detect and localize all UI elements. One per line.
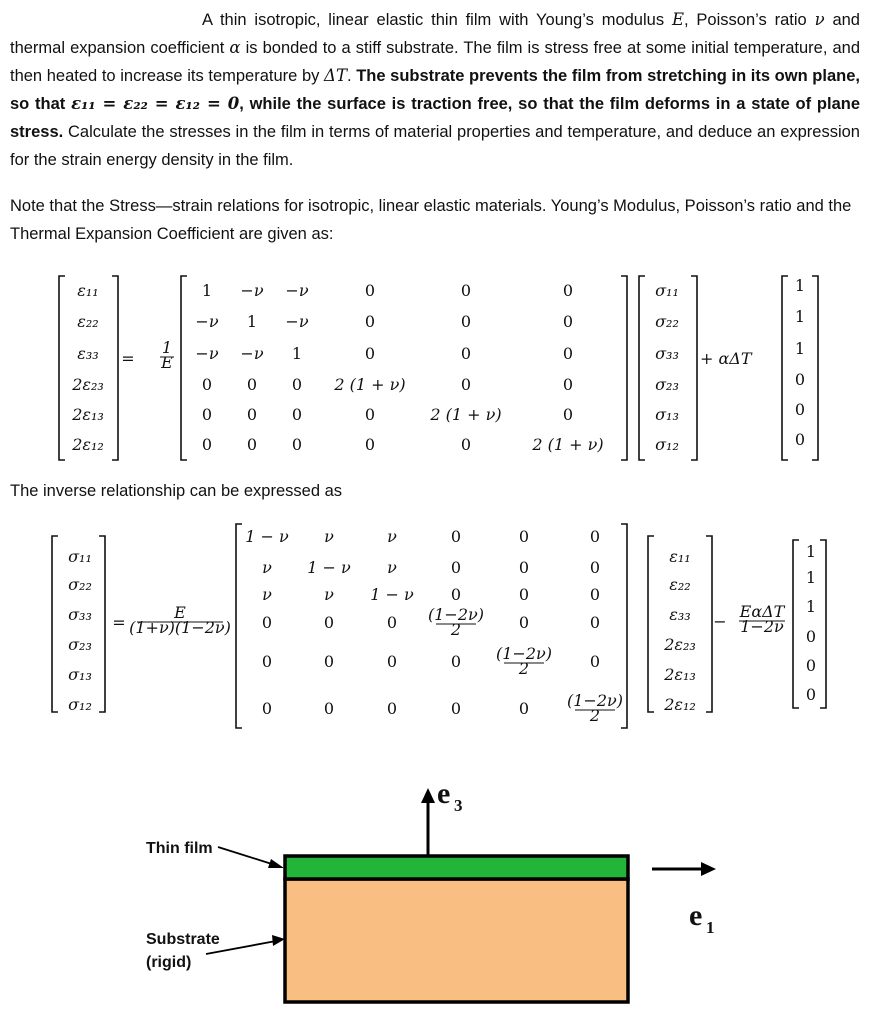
compliance-matrix-entry: 0 xyxy=(364,344,376,363)
thin-film-label: Thin film xyxy=(146,840,213,857)
thermal-vector-entry: 1 xyxy=(794,276,806,295)
stress-vector-lhs-entry: σ₁₁ xyxy=(68,547,92,566)
inverse-text: The inverse relationship can be expressed as xyxy=(10,482,343,500)
strain-vector-rhs-entry: ε₃₃ xyxy=(669,605,691,624)
stiffness-matrix-fraction-numerator: (1−2ν) xyxy=(428,605,484,624)
compliance-matrix-entry: −ν xyxy=(195,312,219,331)
stiffness-matrix-entry: 0 xyxy=(261,699,273,718)
stress-vector-entry: σ₁₁ xyxy=(655,281,679,300)
thermal-vector-rhs-entry: 0 xyxy=(805,685,817,704)
compliance-matrix-entry: 0 xyxy=(201,435,213,454)
compliance-matrix-entry: 0 xyxy=(562,281,574,300)
stiffness-matrix-entry: ν xyxy=(387,527,397,546)
stress-vector-entry: σ₁₃ xyxy=(655,405,679,424)
stress-vector-lhs-entry: σ₃₃ xyxy=(68,605,92,624)
stiffness-matrix-entry: 1 − ν xyxy=(245,527,289,546)
compliance-matrix-entry: 0 xyxy=(460,344,472,363)
compliance-coefficient-denominator: E xyxy=(161,353,173,372)
minus-sign: − xyxy=(713,612,727,631)
stiffness-matrix-entry: 0 xyxy=(323,699,335,718)
equals-sign: = xyxy=(112,613,126,632)
e3-label-subscript: 3 xyxy=(454,796,463,815)
statement-bold: , while the surface is traction free, so that the film deforms in a state of plane stress. xyxy=(10,95,860,141)
statement-text: , Poisson’s ratio xyxy=(683,11,807,29)
compliance-matrix-entry: 0 xyxy=(246,375,258,394)
strain-vector-entry: 2ε₁₃ xyxy=(72,405,104,424)
stiffness-matrix-entry: 1 − ν xyxy=(370,585,414,604)
thermal-vector-entry: 1 xyxy=(794,339,806,358)
thin-film-rect xyxy=(285,856,628,879)
stiffness-matrix-entry: ν xyxy=(262,585,272,604)
compliance-matrix-entry: 0 xyxy=(201,375,213,394)
strain-vector-entry: ε₁₁ xyxy=(77,281,99,300)
thermal-term: + αΔT xyxy=(700,349,752,368)
thin-film-pointer xyxy=(218,847,275,865)
stiffness-matrix-entry: 0 xyxy=(450,585,462,604)
stress-vector-lhs-entry: σ₁₃ xyxy=(68,665,92,684)
strain-vector-right-bracket xyxy=(112,276,118,460)
strain-vector-rhs-entry: ε₂₂ xyxy=(669,575,691,594)
statement-text: and thermal expansion coefficient xyxy=(10,11,860,57)
thermal-coefficient-numerator: EαΔT xyxy=(739,602,785,621)
stiffness-matrix-left-bracket xyxy=(236,524,242,728)
stress-vector-entry: σ₃₃ xyxy=(655,344,679,363)
stress-vector-lhs-entry: σ₁₂ xyxy=(68,695,92,714)
stress-vector-entry: σ₂₂ xyxy=(655,312,679,331)
strain-vector-entry: 2ε₂₃ xyxy=(72,375,104,394)
stiffness-matrix-entry: 0 xyxy=(450,699,462,718)
stiffness-matrix-fraction-denominator: 2 xyxy=(450,620,462,639)
stiffness-matrix-entry: 0 xyxy=(518,558,530,577)
stress-vector-lhs-entry: σ₂₂ xyxy=(68,575,92,594)
compliance-matrix-entry: 0 xyxy=(562,375,574,394)
compliance-matrix-entry: 2 (1 + ν) xyxy=(334,375,406,394)
thermal-vector-entry: 1 xyxy=(794,307,806,326)
strain-vector-left-bracket xyxy=(59,276,65,460)
stiffness-matrix-entry: 0 xyxy=(323,613,335,632)
compliance-matrix-entry: 0 xyxy=(246,435,258,454)
stiffness-matrix-entry: ν xyxy=(324,527,334,546)
stiffness-matrix-entry: 0 xyxy=(589,558,601,577)
stiffness-matrix-entry: 0 xyxy=(518,527,530,546)
thermal-vector-entry: 0 xyxy=(794,400,806,419)
compliance-matrix-entry: 0 xyxy=(460,435,472,454)
compliance-matrix-right-bracket xyxy=(621,276,627,460)
thermal-vector-left-bracket xyxy=(782,276,788,460)
statement-text: . xyxy=(346,67,352,85)
strain-vector-entry: ε₃₃ xyxy=(77,344,99,363)
strain-vector-rhs-right-bracket xyxy=(706,536,712,712)
compliance-matrix-entry: 0 xyxy=(460,281,472,300)
symbol-youngs-modulus: E xyxy=(671,10,684,29)
strain-stress-equation xyxy=(59,276,818,460)
stiffness-matrix-fraction-denominator: 2 xyxy=(518,659,530,678)
thermal-vector-rhs-entry: 1 xyxy=(805,568,817,587)
symbol-delta-t: ΔT xyxy=(324,66,347,85)
equals-sign: = xyxy=(121,349,135,368)
stiffness-matrix-fraction-numerator: (1−2ν) xyxy=(496,644,552,663)
thin-film-pointer-arrowhead-icon xyxy=(268,859,284,868)
statement-text: A thin isotropic, linear elastic thin film with Young’s modulus xyxy=(202,11,665,29)
stiffness-matrix-entry: 0 xyxy=(589,585,601,604)
thermal-coefficient-denominator: 1−2ν xyxy=(740,617,784,636)
compliance-matrix-entry: −ν xyxy=(285,312,309,331)
stiffness-matrix-entry: 0 xyxy=(386,699,398,718)
compliance-matrix-entry: 0 xyxy=(460,375,472,394)
stiffness-coefficient-denominator: (1+ν)(1−2ν) xyxy=(129,618,231,637)
stiffness-matrix-fraction-denominator: 2 xyxy=(589,706,601,725)
stress-vector-right-bracket xyxy=(691,276,697,460)
stiffness-matrix-entry: 1 − ν xyxy=(307,558,351,577)
thermal-vector-rhs-entry: 0 xyxy=(805,627,817,646)
stiffness-matrix-fraction-numerator: (1−2ν) xyxy=(567,691,623,710)
compliance-matrix-entry: 0 xyxy=(364,312,376,331)
strain-vector-rhs-entry: 2ε₁₃ xyxy=(664,665,696,684)
thermal-vector-rhs-left-bracket xyxy=(793,540,799,708)
e3-label: e xyxy=(437,777,451,810)
substrate-sublabel: (rigid) xyxy=(146,954,192,971)
compliance-matrix-entry: 0 xyxy=(291,375,303,394)
compliance-matrix-entry: −ν xyxy=(285,281,309,300)
compliance-matrix-entry: 0 xyxy=(460,312,472,331)
strain-condition: ε₁₁ = ε₂₂ = ε₁₂ = 0 xyxy=(71,94,240,113)
thermal-vector-rhs-entry: 0 xyxy=(805,656,817,675)
stiffness-matrix-entry: 0 xyxy=(518,613,530,632)
stiffness-matrix-entry: ν xyxy=(387,558,397,577)
stiffness-matrix-entry: 0 xyxy=(518,699,530,718)
stiffness-matrix-entry: ν xyxy=(262,558,272,577)
stress-vector-entry: σ₂₃ xyxy=(655,375,679,394)
e1-label: e xyxy=(689,899,703,932)
compliance-matrix-entry: 0 xyxy=(562,344,574,363)
e3-arrowhead-icon xyxy=(421,788,435,803)
compliance-matrix-entry: 1 xyxy=(246,312,258,331)
thermal-vector-entry: 0 xyxy=(794,370,806,389)
strain-vector-entry: ε₂₂ xyxy=(77,312,99,331)
e1-label-subscript: 1 xyxy=(706,918,715,937)
statement-text: Calculate the stresses in the film in terms of material properties and temperature, and deduce an expression for the strain energy density in the film. xyxy=(10,123,860,169)
stiffness-matrix-entry: ν xyxy=(324,585,334,604)
compliance-matrix-entry: 2 (1 + ν) xyxy=(430,405,502,424)
compliance-matrix-entry: 0 xyxy=(291,405,303,424)
thermal-vector-entry: 0 xyxy=(794,430,806,449)
stiffness-matrix-entry: 0 xyxy=(589,652,601,671)
thermal-vector-rhs-entry: 1 xyxy=(805,597,817,616)
strain-vector-entry: 2ε₁₂ xyxy=(72,435,104,454)
stress-vector-entry: σ₁₂ xyxy=(655,435,679,454)
symbol-poisson-ratio: ν xyxy=(814,10,825,29)
statement-text: is bonded to a stiff substrate. The film is stress free at some initial temperature, and then heated to increase its temperature by xyxy=(10,39,861,85)
e1-arrowhead-icon xyxy=(701,862,716,876)
compliance-coefficient-numerator: 1 xyxy=(161,338,173,357)
stiffness-matrix-entry: 0 xyxy=(386,613,398,632)
stiffness-matrix-entry: 0 xyxy=(386,652,398,671)
substrate-rect xyxy=(285,879,628,1002)
compliance-matrix-entry: 0 xyxy=(364,281,376,300)
compliance-matrix-entry: 0 xyxy=(364,435,376,454)
compliance-matrix-entry: −ν xyxy=(240,281,264,300)
stiffness-matrix-entry: 0 xyxy=(261,613,273,632)
stress-vector-left-bracket xyxy=(639,276,645,460)
note-text: Note that the Stress—strain relations for isotropic, linear elastic materials. Young’s Modulus, Poisson’s ratio and the Thermal Expansion Coefficient are given as: xyxy=(10,197,852,243)
strain-vector-rhs-entry: 2ε₂₃ xyxy=(664,635,696,654)
stiffness-matrix-entry: 0 xyxy=(450,558,462,577)
compliance-matrix-entry: 0 xyxy=(246,405,258,424)
stiffness-matrix-entry: 0 xyxy=(450,527,462,546)
stiffness-matrix-entry: 0 xyxy=(323,652,335,671)
stiffness-matrix-entry: 0 xyxy=(589,613,601,632)
compliance-matrix-entry: 0 xyxy=(291,435,303,454)
stress-vector-lhs-entry: σ₂₃ xyxy=(68,635,92,654)
substrate-label: Substrate xyxy=(146,931,220,948)
strain-vector-rhs-left-bracket xyxy=(648,536,654,712)
compliance-matrix-entry: 1 xyxy=(291,344,303,363)
compliance-matrix-left-bracket xyxy=(181,276,187,460)
thermal-vector-rhs-right-bracket xyxy=(820,540,826,708)
thermal-vector-rhs-entry: 1 xyxy=(805,542,817,561)
compliance-matrix-entry: 0 xyxy=(562,405,574,424)
stiffness-matrix-entry: 0 xyxy=(518,585,530,604)
strain-vector-rhs-entry: 2ε₁₂ xyxy=(664,695,696,714)
compliance-matrix-entry: 1 xyxy=(201,281,213,300)
stiffness-coefficient-numerator: E xyxy=(174,603,186,622)
compliance-matrix-entry: 2 (1 + ν) xyxy=(532,435,604,454)
stiffness-matrix-entry: 0 xyxy=(261,652,273,671)
compliance-matrix-entry: −ν xyxy=(195,344,219,363)
compliance-matrix-entry: 0 xyxy=(364,405,376,424)
stress-vector-lhs-right-bracket xyxy=(99,536,105,712)
stress-vector-lhs-left-bracket xyxy=(52,536,58,712)
thermal-vector-right-bracket xyxy=(812,276,818,460)
compliance-matrix-entry: 0 xyxy=(201,405,213,424)
stress-strain-equation xyxy=(52,524,826,728)
film-substrate-diagram xyxy=(146,777,716,1002)
compliance-matrix-entry: −ν xyxy=(240,344,264,363)
substrate-pointer-arrowhead-icon xyxy=(272,935,285,946)
compliance-matrix-entry: 0 xyxy=(562,312,574,331)
stiffness-matrix-entry: 0 xyxy=(589,527,601,546)
symbol-thermal-expansion: α xyxy=(229,38,241,57)
strain-vector-rhs-entry: ε₁₁ xyxy=(669,547,691,566)
stiffness-matrix-entry: 0 xyxy=(450,652,462,671)
statement-bold: The substrate prevents the film from stretching in its own plane, so that xyxy=(10,67,860,113)
